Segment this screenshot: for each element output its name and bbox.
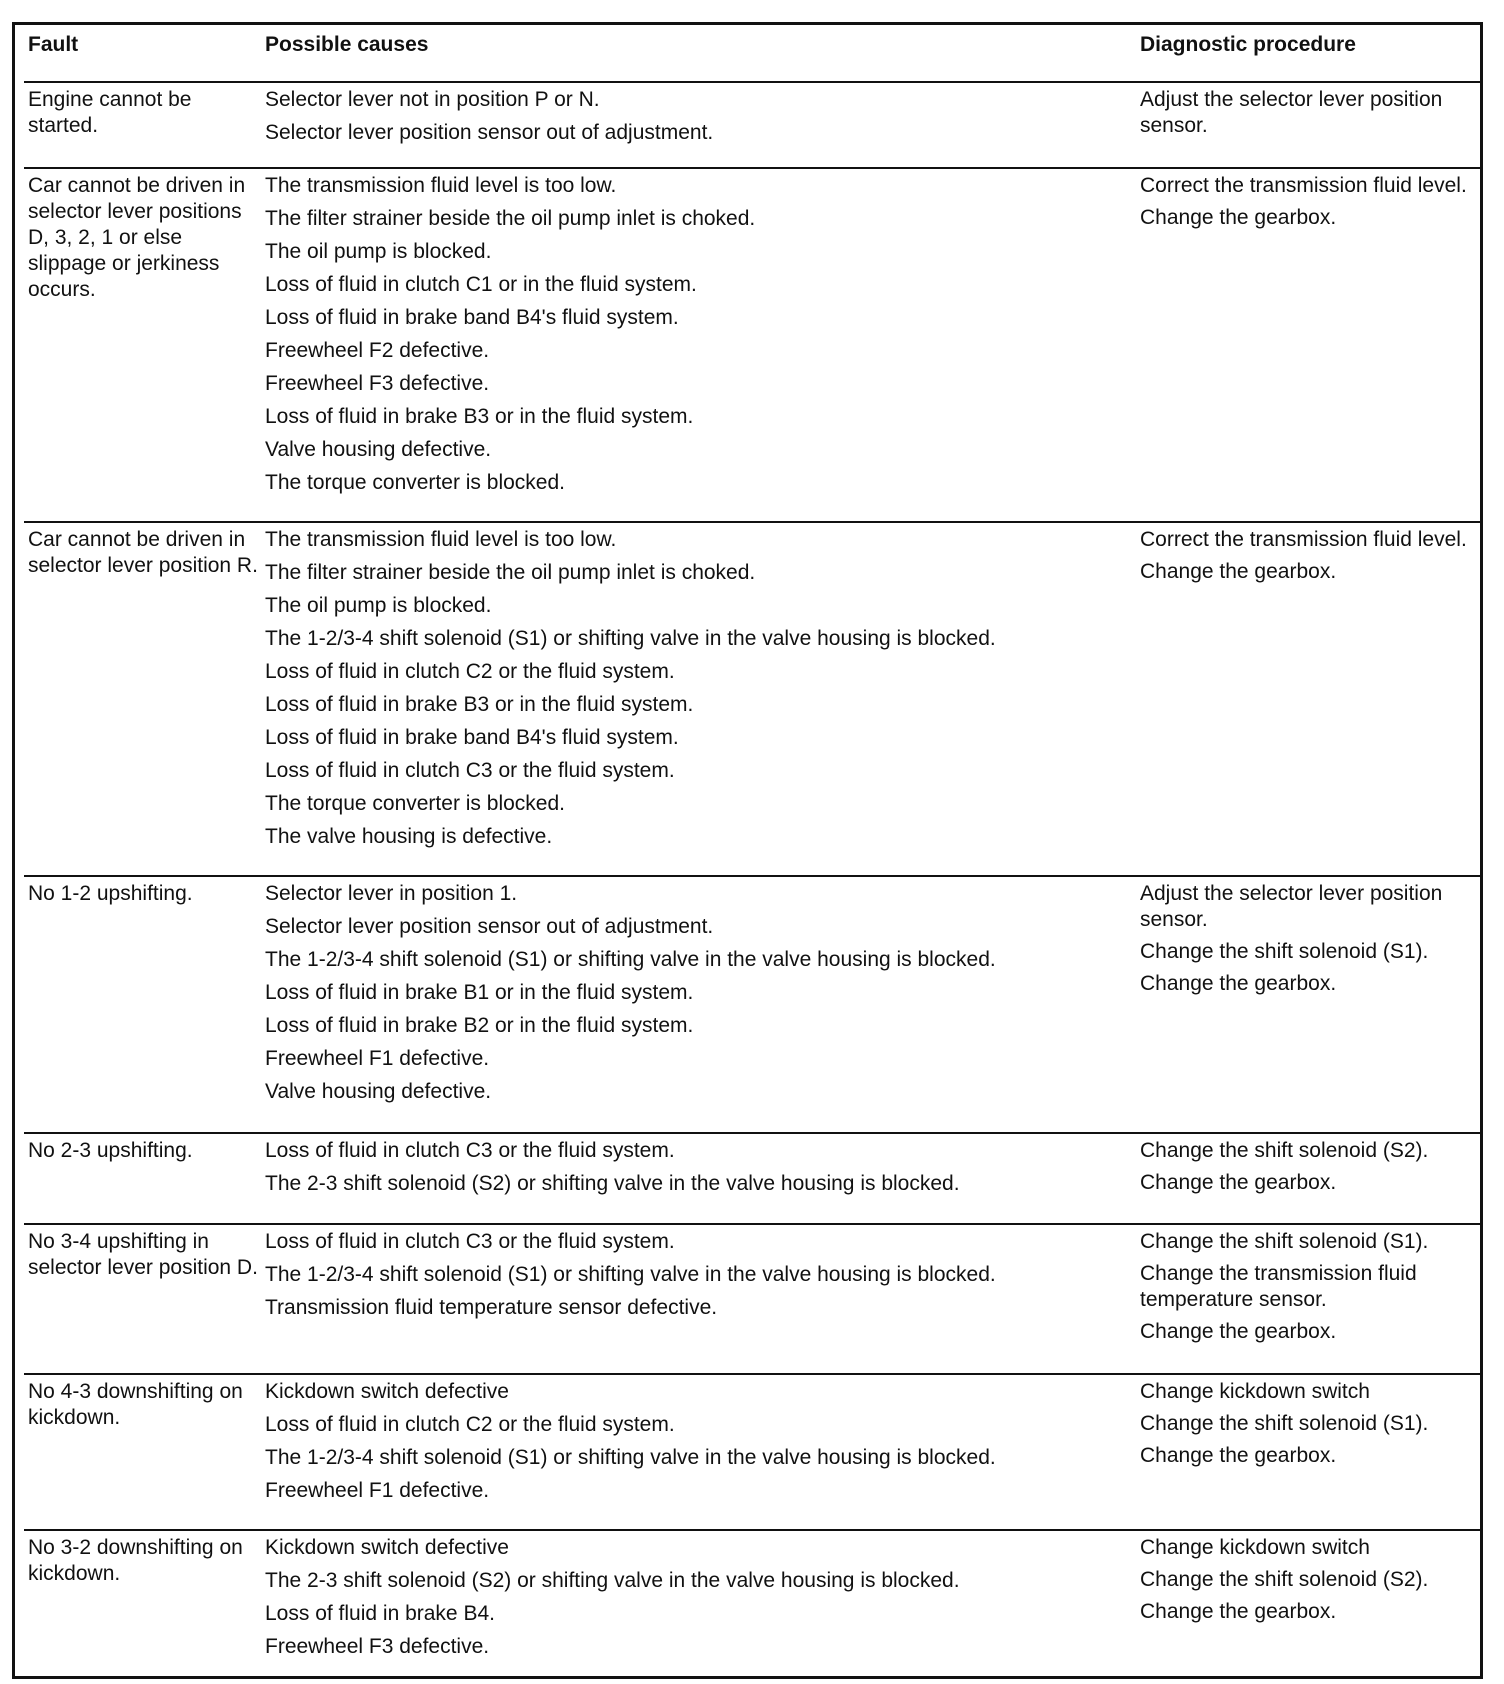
fault-text: No 4-3 downshifting on kickdown. [28,1380,243,1429]
procedure-cell [1140,877,1485,997]
cause-item: Loss of fluid in clutch C1 or in the fluid system. [265,273,697,296]
cause-item: The transmission fluid level is too low. [265,174,617,197]
causes-cell [265,1225,1145,1328]
causes-cell [265,877,1145,1112]
fault-text: No 3-4 upshifting in selector lever position D. [28,1230,258,1279]
cause-item: The oil pump is blocked. [265,240,492,263]
cause-item: Kickdown switch defective [265,1380,509,1403]
cause-item: The valve housing is defective. [265,825,553,848]
cause-item: The 1-2/3-4 shift solenoid (S1) or shifting valve in the valve housing is blocked. [265,1446,996,1469]
cause-item: Loss of fluid in brake B1 or in the fluid system. [265,981,694,1004]
procedure-item: Change the gearbox. [1140,560,1337,583]
procedure-item: Change the gearbox. [1140,972,1337,995]
fault-cell [28,169,260,303]
procedure-item: Change the shift solenoid (S2). [1140,1139,1429,1162]
cause-item: Loss of fluid in clutch C3 or the fluid system. [265,1230,675,1253]
fault-cell [28,1225,260,1281]
cause-item: The 2-3 shift solenoid (S2) or shifting valve in the valve housing is blocked. [265,1172,960,1195]
cause-item: Selector lever in position 1. [265,882,518,905]
causes-cell [265,523,1145,857]
cause-item: The oil pump is blocked. [265,594,492,617]
cause-item: Loss of fluid in brake band B4's fluid system. [265,726,679,749]
fault-cell [28,877,260,907]
fault-text: Engine cannot be started. [28,88,192,137]
cause-item: The 2-3 shift solenoid (S2) or shifting valve in the valve housing is blocked. [265,1569,960,1592]
cause-item: Loss of fluid in brake B4. [265,1602,495,1625]
table-row [24,523,1483,877]
procedure-cell [1140,169,1485,231]
fault-text: Car cannot be driven in selector lever position R. [28,528,258,577]
cause-item: Loss of fluid in clutch C3 or the fluid system. [265,1139,675,1162]
cause-item: The torque converter is blocked. [265,792,565,815]
cause-item: Selector lever not in position P or N. [265,88,600,111]
fault-cell [28,1134,260,1164]
fault-cell [28,1531,260,1587]
cause-item: Kickdown switch defective [265,1536,509,1559]
procedure-item: Adjust the selector lever position sensor. [1140,882,1443,931]
fault-text: No 3-2 downshifting on kickdown. [28,1536,243,1585]
procedure-cell [1140,1531,1485,1625]
procedure-item: Change kickdown switch [1140,1536,1370,1559]
table-row [24,1375,1483,1531]
fault-text: No 1-2 upshifting. [28,882,193,905]
cause-item: Freewheel F3 defective. [265,1635,490,1658]
procedure-cell [1140,1225,1485,1345]
procedure-item: Change the shift solenoid (S1). [1140,1230,1429,1253]
fault-cell [28,523,260,579]
causes-cell [265,169,1145,503]
fault-cell [28,83,260,139]
cause-item: The 1-2/3-4 shift solenoid (S1) or shifting valve in the valve housing is blocked. [265,1263,996,1286]
fault-cell [28,1375,260,1431]
cause-item: Loss of fluid in brake B3 or in the fluid system. [265,405,694,428]
cause-item: Loss of fluid in brake B2 or in the fluid system. [265,1014,694,1037]
fault-text: Car cannot be driven in selector lever positions D, 3, 2, 1 or else slippage or jerkiness occurs. [28,174,246,301]
cause-item: The torque converter is blocked. [265,471,565,494]
procedure-item: Change the shift solenoid (S1). [1140,940,1429,963]
procedure-cell [1140,1134,1485,1196]
procedure-cell [1140,1375,1485,1469]
procedure-item: Change the transmission fluid temperature sensor. [1140,1262,1417,1311]
cause-item: Freewheel F1 defective. [265,1047,490,1070]
cause-item: Valve housing defective. [265,438,492,461]
cause-item: The 1-2/3-4 shift solenoid (S1) or shifting valve in the valve housing is blocked. [265,627,996,650]
cause-item: Freewheel F1 defective. [265,1479,490,1502]
causes-cell [265,1375,1145,1511]
cause-item: Selector lever position sensor out of adjustment. [265,915,714,938]
procedure-item: Change the gearbox. [1140,1444,1337,1467]
table-row [24,1225,1483,1375]
table-row [24,83,1483,169]
table-row [24,169,1483,523]
procedure-item: Correct the transmission fluid level. [1140,528,1467,551]
procedure-item: Change the shift solenoid (S1). [1140,1412,1429,1435]
procedure-cell [1140,83,1485,139]
procedure-item: Change the gearbox. [1140,1320,1337,1343]
causes-cell [265,83,1145,153]
cause-item: Selector lever position sensor out of adjustment. [265,121,714,144]
procedure-item: Change the gearbox. [1140,1600,1337,1623]
procedure-item: Change the gearbox. [1140,206,1337,229]
table-row [24,1531,1483,1681]
cause-item: The 1-2/3-4 shift solenoid (S1) or shifting valve in the valve housing is blocked. [265,948,996,971]
procedure-item: Change the gearbox. [1140,1171,1337,1194]
procedure-item: Correct the transmission fluid level. [1140,174,1467,197]
procedure-item: Adjust the selector lever position sensor. [1140,88,1443,137]
procedure-item: Change the shift solenoid (S2). [1140,1568,1429,1591]
cause-item: Valve housing defective. [265,1080,492,1103]
cause-item: The filter strainer beside the oil pump inlet is choked. [265,561,756,584]
table-row [24,877,1483,1134]
header-procedure: Diagnostic procedure [1140,33,1356,56]
cause-item: Freewheel F2 defective. [265,339,490,362]
procedure-cell [1140,523,1485,585]
cause-item: The transmission fluid level is too low. [265,528,617,551]
causes-cell [265,1134,1145,1204]
procedure-item: Change kickdown switch [1140,1380,1370,1403]
fault-text: No 2-3 upshifting. [28,1139,193,1162]
cause-item: Transmission fluid temperature sensor defective. [265,1296,718,1319]
header-causes: Possible causes [265,33,429,56]
table-header [24,24,1483,83]
fault-table [24,24,1483,1681]
cause-item: The filter strainer beside the oil pump inlet is choked. [265,207,756,230]
cause-item: Loss of fluid in clutch C2 or the fluid system. [265,1413,675,1436]
cause-item: Loss of fluid in brake band B4's fluid system. [265,306,679,329]
cause-item: Loss of fluid in clutch C2 or the fluid system. [265,660,675,683]
table-row [24,1134,1483,1225]
header-fault: Fault [28,33,79,56]
cause-item: Loss of fluid in clutch C3 or the fluid system. [265,759,675,782]
cause-item: Loss of fluid in brake B3 or in the fluid system. [265,693,694,716]
causes-cell [265,1531,1145,1667]
cause-item: Freewheel F3 defective. [265,372,490,395]
